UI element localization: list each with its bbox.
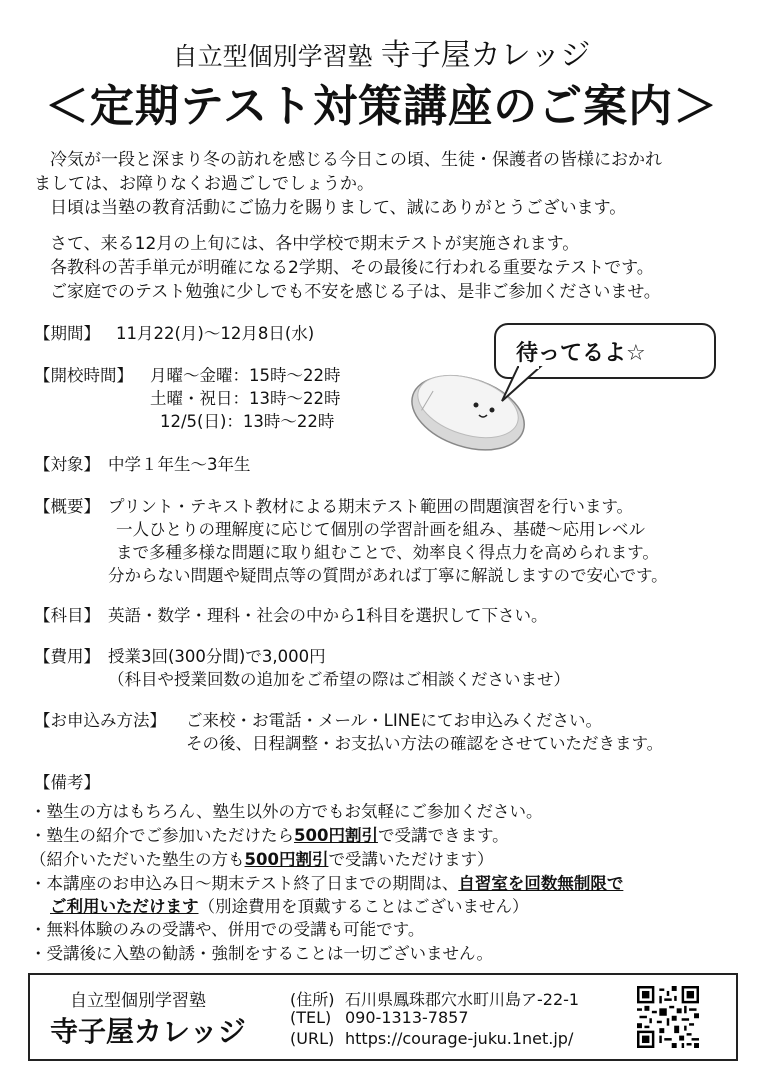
overview-line: 分からない問題や疑問点等の質問があれば丁寧に解説しますので安心です。 bbox=[108, 566, 668, 585]
period-value: 11月22(月)～12月8日(水) bbox=[116, 324, 315, 343]
footer-school-name: 寺子屋カレッジ bbox=[50, 1015, 246, 1048]
note-text: で受講できます。 bbox=[377, 826, 509, 845]
note-text: ・塾生の紹介でご参加いただけたら bbox=[30, 826, 294, 845]
note-text: で受講いただけます） bbox=[328, 850, 494, 869]
note-item bbox=[30, 846, 493, 870]
overview-line: プリント・テキスト教材による期末テスト範囲の問題演習を行います。 bbox=[108, 497, 634, 516]
page-title: ＜定期テスト対策講座のご案内＞ bbox=[44, 81, 719, 132]
bubble-tail bbox=[500, 365, 550, 405]
target-value: 中学１年生～3年生 bbox=[108, 455, 251, 474]
subject-label: 【科目】 bbox=[34, 606, 100, 625]
school-name: 寺子屋カレッジ bbox=[380, 38, 591, 73]
apply-label: 【お申込み方法】 bbox=[34, 711, 166, 730]
header-subtitle bbox=[0, 30, 763, 74]
note-text: （別途費用を頂戴することはございません） bbox=[198, 897, 529, 916]
subject-value: 英語・数学・理科・社会の中から1科目を選択して下さい。 bbox=[108, 606, 548, 625]
overview-line: 一人ひとりの理解度に応じて個別の学習計画を組み、基礎～応用レベル bbox=[116, 520, 645, 539]
apply-line: ご来校・お電話・メール・LINEにてお申込みください。 bbox=[186, 711, 602, 730]
tel-label: (TEL) bbox=[290, 1008, 332, 1027]
bubble-text: 待ってるよ☆ bbox=[516, 341, 646, 366]
note-text: （紹介いただいた塾生の方も bbox=[30, 850, 245, 869]
url-label: (URL) bbox=[290, 1029, 335, 1048]
note-item: ・受講後に入塾の勧誘・強制をすることは一切ございません。 bbox=[30, 944, 493, 963]
apply-line: その後、日程調整・お支払い方法の確認をさせていただきます。 bbox=[186, 734, 664, 753]
intro-line: 各教科の苦手単元が明確になる2学期、その最後に行われる重要なテストです。 bbox=[50, 258, 654, 278]
target-label: 【対象】 bbox=[34, 455, 100, 474]
footer-school-type: 自立型個別学習塾 bbox=[70, 991, 206, 1011]
intro-line: 冷気が一段と深まり冬の訪れを感じる今日この頃、生徒・保護者の皆様におかれ bbox=[50, 150, 662, 170]
hours-label: 【開校時間】 bbox=[34, 366, 133, 385]
address-label: (住所) bbox=[290, 990, 335, 1009]
overview-line: まで多種多様な問題に取り組むことで、効率良く得点力を高められます。 bbox=[116, 543, 659, 562]
study-room-highlight: 自習室を回数無制限で bbox=[458, 874, 624, 893]
hours-special: 12/5(日)：13時～22時 bbox=[160, 412, 335, 431]
intro-line: ご家庭でのテスト勉強に少しでも不安を感じる子は、是非ご参加くださいませ。 bbox=[50, 282, 661, 302]
url-value[interactable]: https://courage-juku.1net.jp/ bbox=[345, 1029, 574, 1048]
note-item bbox=[50, 893, 529, 917]
fee-value: 授業3回(300分間)で3,000円 bbox=[108, 647, 326, 666]
discount-highlight: 500円割引 bbox=[294, 826, 378, 845]
study-room-highlight: ご利用いただけます bbox=[50, 897, 199, 916]
hours-weekday: 月曜～金曜：15時～22時 bbox=[150, 366, 341, 385]
intro-line: ましては、お障りなくお過ごしでしょうか。 bbox=[34, 174, 374, 194]
fee-label: 【費用】 bbox=[34, 647, 100, 666]
qr-code-icon[interactable] bbox=[637, 986, 699, 1048]
period-label: 【期間】 bbox=[34, 324, 100, 343]
address-value: 石川県鳳珠郡穴水町川島ア-22-1 bbox=[345, 990, 580, 1009]
overview-label: 【概要】 bbox=[34, 497, 100, 516]
discount-highlight: 500円割引 bbox=[244, 850, 329, 869]
note-item bbox=[30, 822, 509, 846]
intro-line: さて、来る12月の上旬には、各中学校で期末テストが実施されます。 bbox=[50, 234, 580, 254]
tel-value[interactable]: 090-1313-7857 bbox=[345, 1008, 469, 1027]
note-item bbox=[30, 870, 623, 894]
note-text: ・本講座のお申込み日～期末テスト終了日までの期間は、 bbox=[30, 874, 459, 893]
intro-line: 日頃は当塾の教育活動にご協力を賜りまして、誠にありがとうございます。 bbox=[50, 198, 627, 218]
note-item: ・無料体験のみの受講や、併用での受講も可能です。 bbox=[30, 920, 425, 939]
school-type: 自立型個別学習塾 bbox=[172, 42, 373, 71]
hours-weekend: 土曜・祝日：13時～22時 bbox=[150, 389, 341, 408]
note-item: ・塾生の方はもちろん、塾生以外の方でもお気軽にご参加ください。 bbox=[30, 802, 543, 821]
notes-label: 【備考】 bbox=[34, 773, 100, 792]
fee-note: （科目や授業回数の追加をご希望の際はご相談くださいませ） bbox=[108, 670, 570, 689]
